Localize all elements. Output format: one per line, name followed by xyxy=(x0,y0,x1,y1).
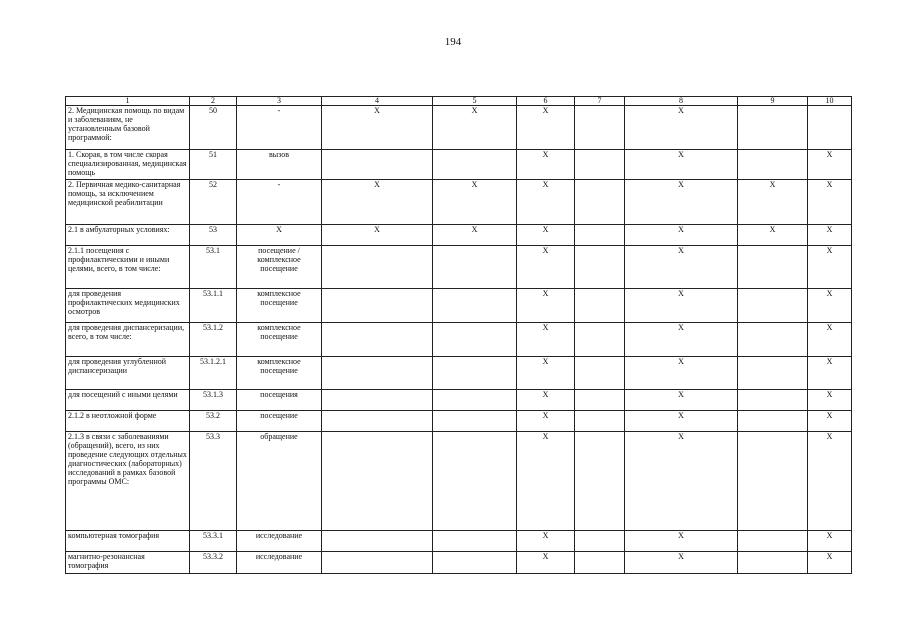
row-label: 2.1.3 в связи с заболеваниями (обращений), всего, из них проведение следующих отдельных диагностических (лабораторных) исследований в рамках базовой программы ОМС: xyxy=(66,432,190,531)
table-cell: Х xyxy=(808,411,852,432)
table-cell: 53.1 xyxy=(190,246,237,289)
row-label: для проведения углубленной диспансеризации xyxy=(66,357,190,390)
table-cell: Х xyxy=(517,411,575,432)
table-cell xyxy=(738,390,808,411)
table-cell: Х xyxy=(808,225,852,246)
table-cell xyxy=(575,357,625,390)
table-cell xyxy=(738,357,808,390)
table-row xyxy=(66,390,852,411)
table-header-row xyxy=(66,97,852,106)
table-cell: исследование xyxy=(237,552,322,574)
table-cell: Х xyxy=(322,225,433,246)
table-cell xyxy=(433,323,517,357)
table-cell xyxy=(433,150,517,180)
table-cell: Х xyxy=(433,106,517,150)
table-cell xyxy=(322,150,433,180)
table-cell: Х xyxy=(625,246,738,289)
table-cell xyxy=(575,390,625,411)
table-cell xyxy=(738,411,808,432)
row-label: 2.1.2 в неотложной форме xyxy=(66,411,190,432)
table-cell xyxy=(575,411,625,432)
table-cell: Х xyxy=(808,150,852,180)
table-cell: 53.3.1 xyxy=(190,531,237,552)
table-cell xyxy=(322,289,433,323)
table-cell: 53.1.2.1 xyxy=(190,357,237,390)
table-cell: Х xyxy=(433,180,517,225)
table-cell xyxy=(322,357,433,390)
table-cell xyxy=(433,289,517,323)
table-cell xyxy=(738,552,808,574)
table-cell: Х xyxy=(625,552,738,574)
column-number-3: 3 xyxy=(237,97,322,106)
table-cell xyxy=(575,225,625,246)
table-cell xyxy=(738,289,808,323)
table-row xyxy=(66,246,852,289)
table-cell: Х xyxy=(738,180,808,225)
table-cell: Х xyxy=(517,246,575,289)
table-cell: комплексное посещение xyxy=(237,357,322,390)
column-number-6: 6 xyxy=(517,97,575,106)
row-label: 2. Медицинская помощь по видам и заболеваниям, не установленным базовой программой: xyxy=(66,106,190,150)
table-cell: 52 xyxy=(190,180,237,225)
column-number-10: 10 xyxy=(808,97,852,106)
table-row xyxy=(66,180,852,225)
table-cell: обращение xyxy=(237,432,322,531)
table-cell: Х xyxy=(808,432,852,531)
table-cell: 53.1.2 xyxy=(190,323,237,357)
table-row xyxy=(66,225,852,246)
table-cell: Х xyxy=(625,150,738,180)
table-cell: посещение / комплексное посещение xyxy=(237,246,322,289)
table-cell: Х xyxy=(625,531,738,552)
table-cell: Х xyxy=(625,390,738,411)
table-cell xyxy=(433,531,517,552)
table-cell: комплексное посещение xyxy=(237,289,322,323)
table-cell: Х xyxy=(517,289,575,323)
table-cell: 53 xyxy=(190,225,237,246)
table-cell: Х xyxy=(808,246,852,289)
table-cell: Х xyxy=(625,225,738,246)
table-cell: вызов xyxy=(237,150,322,180)
table-cell xyxy=(738,531,808,552)
table-cell: Х xyxy=(517,432,575,531)
column-number-9: 9 xyxy=(738,97,808,106)
table-row xyxy=(66,289,852,323)
table-cell: посещения xyxy=(237,390,322,411)
table-cell xyxy=(322,531,433,552)
table-cell: Х xyxy=(322,106,433,150)
table-row xyxy=(66,411,852,432)
table-cell xyxy=(433,432,517,531)
table-cell xyxy=(322,552,433,574)
row-label: магнитно-резонансная томография xyxy=(66,552,190,574)
table-cell xyxy=(575,246,625,289)
table-cell xyxy=(322,432,433,531)
table-cell xyxy=(575,289,625,323)
table-cell xyxy=(575,432,625,531)
row-label: компьютерная томография xyxy=(66,531,190,552)
table-cell: Х xyxy=(808,180,852,225)
page-number: 194 xyxy=(444,36,462,48)
row-label: 2. Первичная медико-санитарная помощь, за исключением медицинской реабилитации xyxy=(66,180,190,225)
row-label: 1. Скорая, в том числе скорая специализированная, медицинская помощь xyxy=(66,150,190,180)
table-cell xyxy=(738,150,808,180)
table-row xyxy=(66,106,852,150)
table-cell xyxy=(433,411,517,432)
table-row xyxy=(66,357,852,390)
table-cell: исследование xyxy=(237,531,322,552)
table-cell: Х xyxy=(517,357,575,390)
services-table xyxy=(65,96,852,574)
column-number-1: 1 xyxy=(66,97,190,106)
table-cell: - xyxy=(237,106,322,150)
table-cell xyxy=(738,106,808,150)
table-cell xyxy=(322,323,433,357)
table-cell xyxy=(575,323,625,357)
table-cell: Х xyxy=(625,357,738,390)
table-cell: Х xyxy=(625,411,738,432)
table-cell xyxy=(322,390,433,411)
table-cell xyxy=(738,323,808,357)
row-label: 2.1.1 посещения с профилактическими и иными целями, всего, в том числе: xyxy=(66,246,190,289)
table-cell: Х xyxy=(517,225,575,246)
table-cell: посещение xyxy=(237,411,322,432)
table-cell xyxy=(322,411,433,432)
table-cell xyxy=(433,246,517,289)
row-label: 2.1 в амбулаторных условиях: xyxy=(66,225,190,246)
column-number-5: 5 xyxy=(433,97,517,106)
table-cell xyxy=(808,106,852,150)
table-cell xyxy=(575,106,625,150)
table-cell: Х xyxy=(808,357,852,390)
table-cell xyxy=(575,180,625,225)
table-cell: Х xyxy=(517,150,575,180)
table-cell: 50 xyxy=(190,106,237,150)
table-cell: комплексное посещение xyxy=(237,323,322,357)
table-row xyxy=(66,552,852,574)
table-cell: Х xyxy=(322,180,433,225)
table-cell: Х xyxy=(808,552,852,574)
table-cell: Х xyxy=(625,432,738,531)
table-cell: 51 xyxy=(190,150,237,180)
table-cell xyxy=(322,246,433,289)
table-row xyxy=(66,150,852,180)
table-row xyxy=(66,323,852,357)
table-cell xyxy=(575,150,625,180)
table-row xyxy=(66,531,852,552)
column-number-4: 4 xyxy=(322,97,433,106)
table-cell: 53.1.3 xyxy=(190,390,237,411)
table-cell: Х xyxy=(517,106,575,150)
table-cell: Х xyxy=(625,289,738,323)
table-cell: 53.1.1 xyxy=(190,289,237,323)
column-number-7: 7 xyxy=(575,97,625,106)
table-cell: Х xyxy=(625,323,738,357)
table-cell xyxy=(738,432,808,531)
column-number-8: 8 xyxy=(625,97,738,106)
column-number-2: 2 xyxy=(190,97,237,106)
table-cell: Х xyxy=(517,552,575,574)
table-cell: Х xyxy=(808,289,852,323)
row-label: для посещений с иными целями xyxy=(66,390,190,411)
table-cell: Х xyxy=(808,323,852,357)
table-cell xyxy=(433,552,517,574)
table-cell xyxy=(433,390,517,411)
table-cell xyxy=(738,246,808,289)
table-cell: 53.3 xyxy=(190,432,237,531)
table-cell: - xyxy=(237,180,322,225)
table-cell: Х xyxy=(808,531,852,552)
table-cell: Х xyxy=(517,180,575,225)
table-cell: Х xyxy=(517,531,575,552)
table-cell: 53.3.2 xyxy=(190,552,237,574)
table-cell: Х xyxy=(237,225,322,246)
table-cell: Х xyxy=(738,225,808,246)
table-cell xyxy=(433,357,517,390)
table-cell xyxy=(575,552,625,574)
table-cell: Х xyxy=(517,323,575,357)
table-cell xyxy=(575,531,625,552)
table-cell: Х xyxy=(625,106,738,150)
row-label: для проведения профилактических медицинских осмотров xyxy=(66,289,190,323)
table-cell: Х xyxy=(808,390,852,411)
table-cell: Х xyxy=(517,390,575,411)
table-row xyxy=(66,432,852,531)
table-cell: 53.2 xyxy=(190,411,237,432)
row-label: для проведения диспансеризации, всего, в том числе: xyxy=(66,323,190,357)
table-cell: Х xyxy=(433,225,517,246)
table-cell: Х xyxy=(625,180,738,225)
